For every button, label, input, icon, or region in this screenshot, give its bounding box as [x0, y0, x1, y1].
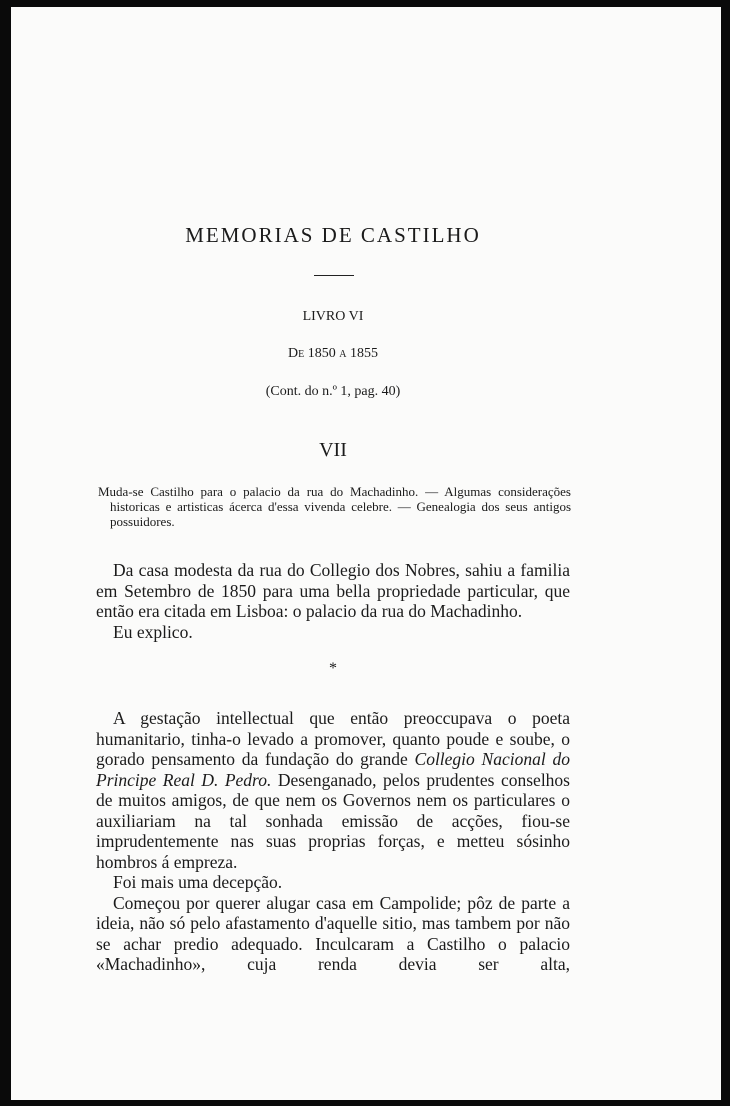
- paragraph: Começou por querer alugar casa em Campolide; pôz de parte a ideia, não só pelo afastamento d'aquelle sitio, mas tambem por não se achar predio adequado. Inculcaram a Castilho o palacio «Machadinho», cuja renda devia ser alta,: [96, 892, 570, 974]
- paragraph: [96, 708, 570, 872]
- chapter-number: VII: [319, 439, 347, 461]
- book-title: MEMORIAS DE CASTILHO: [185, 223, 481, 247]
- book-label: LIVRO VI: [302, 309, 364, 324]
- paragraph: Foi mais uma decepção.: [113, 872, 283, 892]
- chapter-summary: Muda-se Castilho para o palacio da rua do Machadinho. — Algumas considerações historicas e artisticas ácerca d'essa vivenda celebre. — Genealogia dos seus antigos possuidores.: [98, 484, 571, 529]
- paragraph-text: Desenganado, pelos prudentes conselhos de muitos amigos, de que nem os Governos nem os particulares o auxiliariam na tal sonhada emissão de acções, fiou-se imprudentemente nas suas proprias forças, e metteu sósinho hombros á empreza.: [96, 769, 570, 872]
- section-one: [96, 560, 570, 642]
- paragraph: Eu explico.: [113, 621, 193, 642]
- title-rule: [314, 275, 354, 276]
- paragraph-text: A gestação intellectual que então preoccupava o poeta humanitario, tinha-o levado a promover, quanto poude e soube, o gorado pensamento da fundação do grande: [96, 708, 570, 769]
- section-two: [96, 708, 570, 975]
- section-separator: *: [329, 660, 337, 677]
- collegio-title: Collegio Nacional do Principe Real D. Pedro.: [96, 749, 570, 790]
- date-range: De 1850 a 1855: [288, 346, 378, 361]
- paragraph: Da casa modesta da rua do Collegio dos Nobres, sahiu a familia em Setembro de 1850 para uma bella propriedade particular, que então era citada em Lisboa: o palacio da rua do Machadinho.: [96, 560, 570, 621]
- continuation-note: (Cont. do n.º 1, pag. 40): [265, 384, 401, 399]
